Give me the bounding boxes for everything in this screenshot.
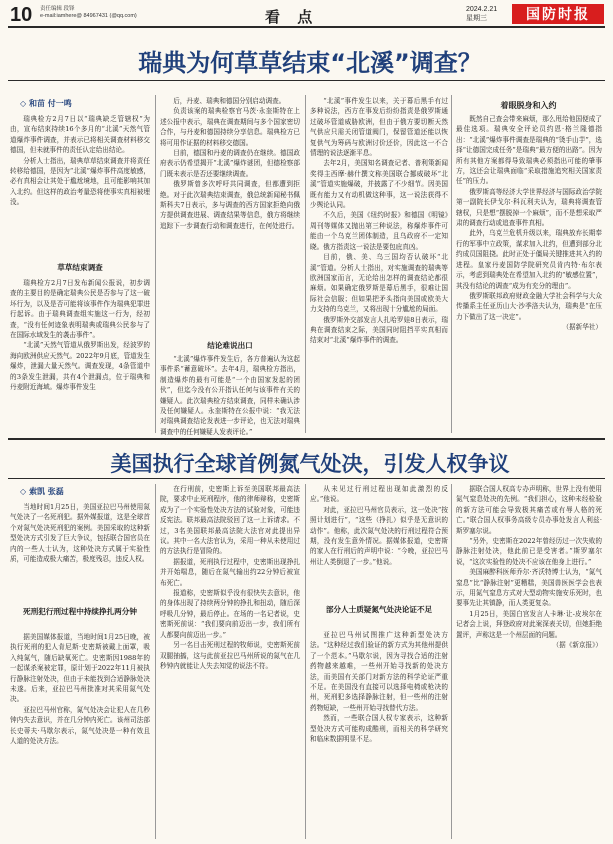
paragraph: 俄罗斯联邦政府财政金融大学社会科学与大众传播系主任亚历山大·沙季洛夫认为，瑞典是“在压力下做出了这一决定”。 — [456, 291, 602, 321]
paragraph: 亚拉巴马州官称，氮气处决会让犯人在几秒钟内失去意识，并在几分钟内死亡。该州司法部长史蒂夫·马歇尔表示，氮气处决是一种有效且人道的处决方法。 — [10, 705, 150, 746]
paragraph: 俄罗斯曾多次呼吁共同调查，但都遭到拒绝。对于此次瑞典结束调查，俄总统新闻秘书佩斯科夫7日表示，多与调查的西方国家拒绝向俄方提供调查进展、调查结果等信息，俄方将继续追踪下一步调查行动和调查进行，在何处进行。 — [160, 180, 300, 230]
paragraph: 据报道，死刑执行过程中，史密斯出现挣扎并开始喘息，随后在氮气输出约22分钟后被宣布死亡。 — [160, 557, 300, 587]
article2-col3b — [310, 630, 448, 744]
paragraph: 目前，德国和丹麦的调查仍在继续。德国政府表示仍希望揭开“北溪”爆炸谜团，但德检察部门既未表示是否还要继续调查。 — [160, 149, 300, 178]
editor-info — [40, 6, 137, 20]
article2-col1b — [10, 632, 150, 746]
paragraph: 美国麻醉科医师乔尔·齐沃特博士认为，“氮气窒息”比“静脉注射”更糟糕，美国兽医医学会也表示，用氮气窒息方式对大型动物实施安乐死时，也要事先让其镇静，而人类更复杂。 — [456, 568, 602, 608]
date: 2024.2.21 — [466, 6, 498, 13]
paragraph: 在行刑前，史密斯上诉至美国联邦最高法院，要求中止死刑程序，他的律师辩称，史密斯成为了一个实验性处决方法的试验对象，可能违反宪法。联邦最高法院驳回了这一上诉请求。不过，3名美国联邦最高法院大法官对此提出异议。其中一名大法官认为，采用一种从未使用过的方法执行是冒险的。 — [160, 485, 300, 556]
article2-col3 — [310, 484, 448, 567]
paragraph: 当地时间1月25日，美国亚拉巴马州使用氮气处决了一名死刑犯。据外媒报道，这是全球首个对氮气处决死刑犯的案例。美国采取的这种新型处决方式引发了巨大争议，包括联合国官员在内的一些人士认为，这种处决方式属于实验性质，可能造成极大痛苦，极度残忍，违反人权。 — [10, 503, 150, 564]
paragraph: “北溪”天然气管道从俄罗斯出发，经波罗的海向欧洲供应天然气。2022年9月底，管道发生爆炸，泄漏大量天然气。调查发现，4条管道中的3条发生泄漏，共有4个泄漏点，位于瑞典和丹麦附近海域。爆炸事件发生 — [10, 341, 150, 392]
sidebar-title: 着眼脱身和入约 — [500, 100, 557, 110]
paragraph: 去年2月，美国知名调查记者、普利策新闻奖得主西摩·赫什撰文称美国联合挪威破坏“北溪”管道实施爆破，并披露了不少细节。因美国既有能力又有动机做这种事，这一说法获得不少舆论认同。 — [310, 159, 448, 210]
article1-col3 — [310, 96, 448, 346]
article-credit: （据《新京报》） — [552, 641, 602, 650]
paragraph: 不久后，美国《纽约时报》和德国《明镜》周刊等媒体又抛出第三种说法，称爆炸事件可能由一个乌克兰团体制造，且乌政府不一定知晓。俄方指责这一说法是要包庇真凶。 — [310, 211, 448, 251]
article1-subhead2: 结论难说出口 — [207, 341, 253, 350]
column-divider — [305, 484, 306, 839]
weekday: 星期三 — [466, 15, 487, 22]
header-rule — [8, 26, 605, 28]
paragraph: 对此，亚拉巴马州官员表示，这一处决“按照计划进行”，“这些（挣扎）似乎是无意识的动作”。他称，此次氮气处决的行刑过程符合预期，没有发生意外情况。据媒体报道，史密斯的家人在行刑后的声明中说：“今晚，亚拉巴马州让人类倒退了一步。”他说。 — [310, 505, 448, 566]
paragraph: 据联合国人权高专办声明称，世界上没有使用氮气窒息处决的先例。“我们担心，这种未经检验的新方法可能会导致极其痛苦或有辱人格的死亡。”联合国人权事务高级专员办事处发言人利兹·斯罗塞尔说。 — [456, 485, 602, 535]
article2-col2 — [160, 484, 300, 671]
column-divider — [305, 95, 306, 433]
paragraph: 后，丹麦、瑞典和德国分别启动调查。 — [173, 97, 286, 105]
article2-subhead2: 部分人士质疑氮气处决论证不足 — [325, 605, 433, 614]
paragraph: 报道称，史密斯似乎没有很快失去意识，他的身体出现了持续两分钟的挣扎和扭动，随后深呼吸几分钟，最后停止。在场的一名记者说，史密斯死前说：“我们要向前迈出一步，我们所有人都要向前迈出一步。” — [160, 589, 300, 639]
column-divider — [451, 95, 452, 433]
byline-authors: 索凯 张磊 — [28, 486, 64, 496]
paragraph: 然而，一些联合国人权专家表示，这种新型处决方式可能构成酷刑，而相关的科学研究和临床数据明显不足。 — [310, 714, 448, 744]
column-divider — [155, 95, 156, 433]
paragraph: 1月25日，美国白宫发言人卡琳·让-皮埃尔在记者会上说，拜登政府对此案深表关切，但她拒绝置评，声称这是一个州层面的问题。 — [456, 609, 602, 639]
sidebar-credit: （据新华社） — [562, 323, 602, 332]
article-separator — [8, 438, 605, 440]
article2-col1 — [10, 502, 150, 564]
article1-title: 瑞典为何草草结束“北溪”调查？ — [138, 49, 482, 77]
paragraph: 从未见过行刑过程出现如此激烈的反应。”他说。 — [310, 485, 448, 504]
article1-col2b — [160, 354, 300, 437]
paragraph: 另一名目击死刑过程的牧师说，史密斯死前双腿抽搐，这与此前亚拉巴马州所说的氮气在几秒钟内就能让人失去知觉的说法不符。 — [160, 641, 300, 670]
column-divider — [451, 484, 452, 839]
paragraph: 分析人士指出，瑞典草草结束调查并将责任转移给德国，是因为“北溪”爆炸事件高度敏感，必有真相会让其处于尴尬境地，且可能影响其加入北约。但这样的政治考量恐将使事实真相被埋没。 — [10, 156, 150, 207]
paragraph: 据美国媒体报道，当地时间1月25日晚，被执行死刑的犯人肯尼斯·史密斯被戴上面罩，吸入纯氮气，随后缺氧死亡。史密斯因1988年的一起谋杀案被定罪，原计划于2022年11月被执行静脉注射处决，但由于未能找到合适静脉处决未遂。后来，亚拉巴马州批准对其采用氮气处决。 — [10, 633, 150, 704]
article2-title: 美国执行全球首例氮气处决，引发人权争议 — [110, 452, 510, 476]
title-rule — [8, 80, 605, 81]
paragraph: “北溪”爆炸事件发生后，各方普遍认为这起事件系“蓄意破坏”。去年4月，瑞典检方指出，制造爆炸的最有可能是“一个由国家发起的团伙”，但迄今没有公开指认任何与该事件有关的嫌疑人。此次瑞典检方结束调查，同样未确认涉及任何嫌疑人。永奎斯特在公报中说：“我无法对瑞典调查结论发表进一步评论，也无法对瑞典调查中的任何嫌疑人发表评论。” — [160, 355, 300, 436]
page-header — [0, 0, 613, 36]
article1-sidebar — [456, 114, 602, 333]
masthead-logo: 国防时报 — [512, 4, 604, 24]
paragraph: 俄罗斯高等经济大学世界经济与国际政治学院第一副院长伊戈尔·科瓦利夫认为，瑞典将调查管辖权，只是想“摆脱掉一个麻烦”，而不是想采取严肃的调查行动或追查事件真相。 — [456, 187, 602, 228]
date-block — [466, 5, 497, 23]
article2-byline — [20, 486, 64, 497]
paragraph: 瑞典检方2月7日发布新闻公报说，初步调查的主要目的是确定瑞典公民是否参与了这一破坏行为，以及是否可能将该事件作为瑞典犯罪进行起诉。由于瑞典调查组实施这一行为，经初查，“没有任何迹象表明瑞典或瑞典公民参与了在国际水域发生的袭击事件”。 — [10, 279, 150, 340]
article1-col1b — [10, 278, 150, 392]
article1-col2 — [160, 96, 300, 231]
paragraph: 瑞典检方2月7日以“瑞典缺乏管辖权”为由，宣布结束持续16个多月的“北溪”天然气管道爆炸事件调查，并表示已将相关调查材料移交德国，但未就事件的责任认定给出结论。 — [10, 115, 150, 155]
editor-email: e-mail:iamhere@ 84967431 (@qq.com) — [40, 13, 137, 19]
article2-col4 — [456, 484, 602, 651]
paragraph: 亚拉巴马州试图推广这种新型处决方法。“这种经过我们验证的新方式为其他州提供了一个范本。”马歇尔说，因为寻找合适的注射药物越来越难，一些州开始寻找新的处决方法，而美国有关部门对新方法的科学论证严重不足。在美国没有直接可以选择电椅或枪决的州，死刑犯多选择静脉注射，但一些州的注射药物短缺，一些州开始寻找替代方法。 — [310, 631, 448, 712]
diamond-icon: ◇ — [20, 486, 27, 496]
paragraph: “北溪”事件发生以来，关于幕后黑手有过多种说法，西方在事发后纷纷指责是俄罗斯通过破坏管道威胁欧洲，但由于俄方要切断天然气供应只需关闭管道阀门，保留管道还能以恢复供气为筹码与欧洲讨价还价，因此这一不合情理的说法逐渐平息。 — [310, 97, 448, 158]
title-rule — [8, 478, 605, 479]
article2-subhead1: 死刑犯行刑过程中持续挣扎两分钟 — [23, 607, 137, 616]
byline-authors: 和苗 付一鸣 — [28, 98, 72, 108]
editor-line: 责任编辑 段锋 — [40, 6, 75, 12]
article1-byline — [20, 98, 72, 109]
diamond-icon: ◇ — [20, 98, 27, 108]
paragraph: 俄罗斯外交部发言人扎哈罗娃8日表示，瑞典在调查结束之际，美国同时阻挡平实真相而结束对“北溪”爆炸事件的调查。 — [310, 315, 448, 345]
paragraph: 既然自己查会带来麻烦，那么甩给他国便成了最佳选项。瑞典安全评论员约恩·格兰隆德指出：“北溪”爆炸事件调查是瑞典的“烫手山芋”，选择“让德国完成任务”是瑞典“最方便的出路”。因为所有其他方案都得导致瑞典必须指出可能的肇事方，这还会让瑞典面临“采取措施追究相关国家责任”的压力。 — [456, 115, 602, 186]
paragraph: 负责该案的瑞典检察官马茨·永奎斯特在上述公报中表示，瑞典在调查期间与多个国家密切合作，与丹麦和德国持续分享信息。瑞典检方已将可用作证据的材料移交德国。 — [160, 107, 300, 147]
article1-subhead1: 草草结束调查 — [57, 263, 103, 272]
paragraph: 此外，乌克兰危机升级以来，瑞典放弃长期奉行的军事中立政策，谋求加入北约，但遭到部分北约成员国阻挠。此时正处于僵局关键推进其入约的进程。皇家丹麦国防学院研究员肯内特·布尔表示，考虑到瑞典处在希望加入北约的“敏感位置”，其没有结论的调查“成为有充分的理由”。 — [456, 229, 602, 290]
paragraph: “另外，史密斯在2022年曾经历过一次失败的静脉注射处决，他此前已是受害者。”斯罗塞尔说，“这次实验性的处决不应该在他身上进行。” — [456, 537, 602, 566]
article1-col1 — [10, 114, 150, 208]
column-divider — [155, 484, 156, 839]
page-number: 10 — [10, 4, 33, 26]
paragraph: 目前，俄、美、乌三国均否认破坏“北溪”管道。分析人士指出，对实施调查的瑞典等欧洲国家而言，无论给出怎样的调查结论都很麻烦。如果确定俄罗斯是幕后黑手，很难让国际社会信服；但如果把矛头指向美国或欧美大力支持的乌克兰，又将出现十分尴尬的局面。 — [310, 253, 448, 314]
section-title: 看 点 — [265, 8, 319, 26]
